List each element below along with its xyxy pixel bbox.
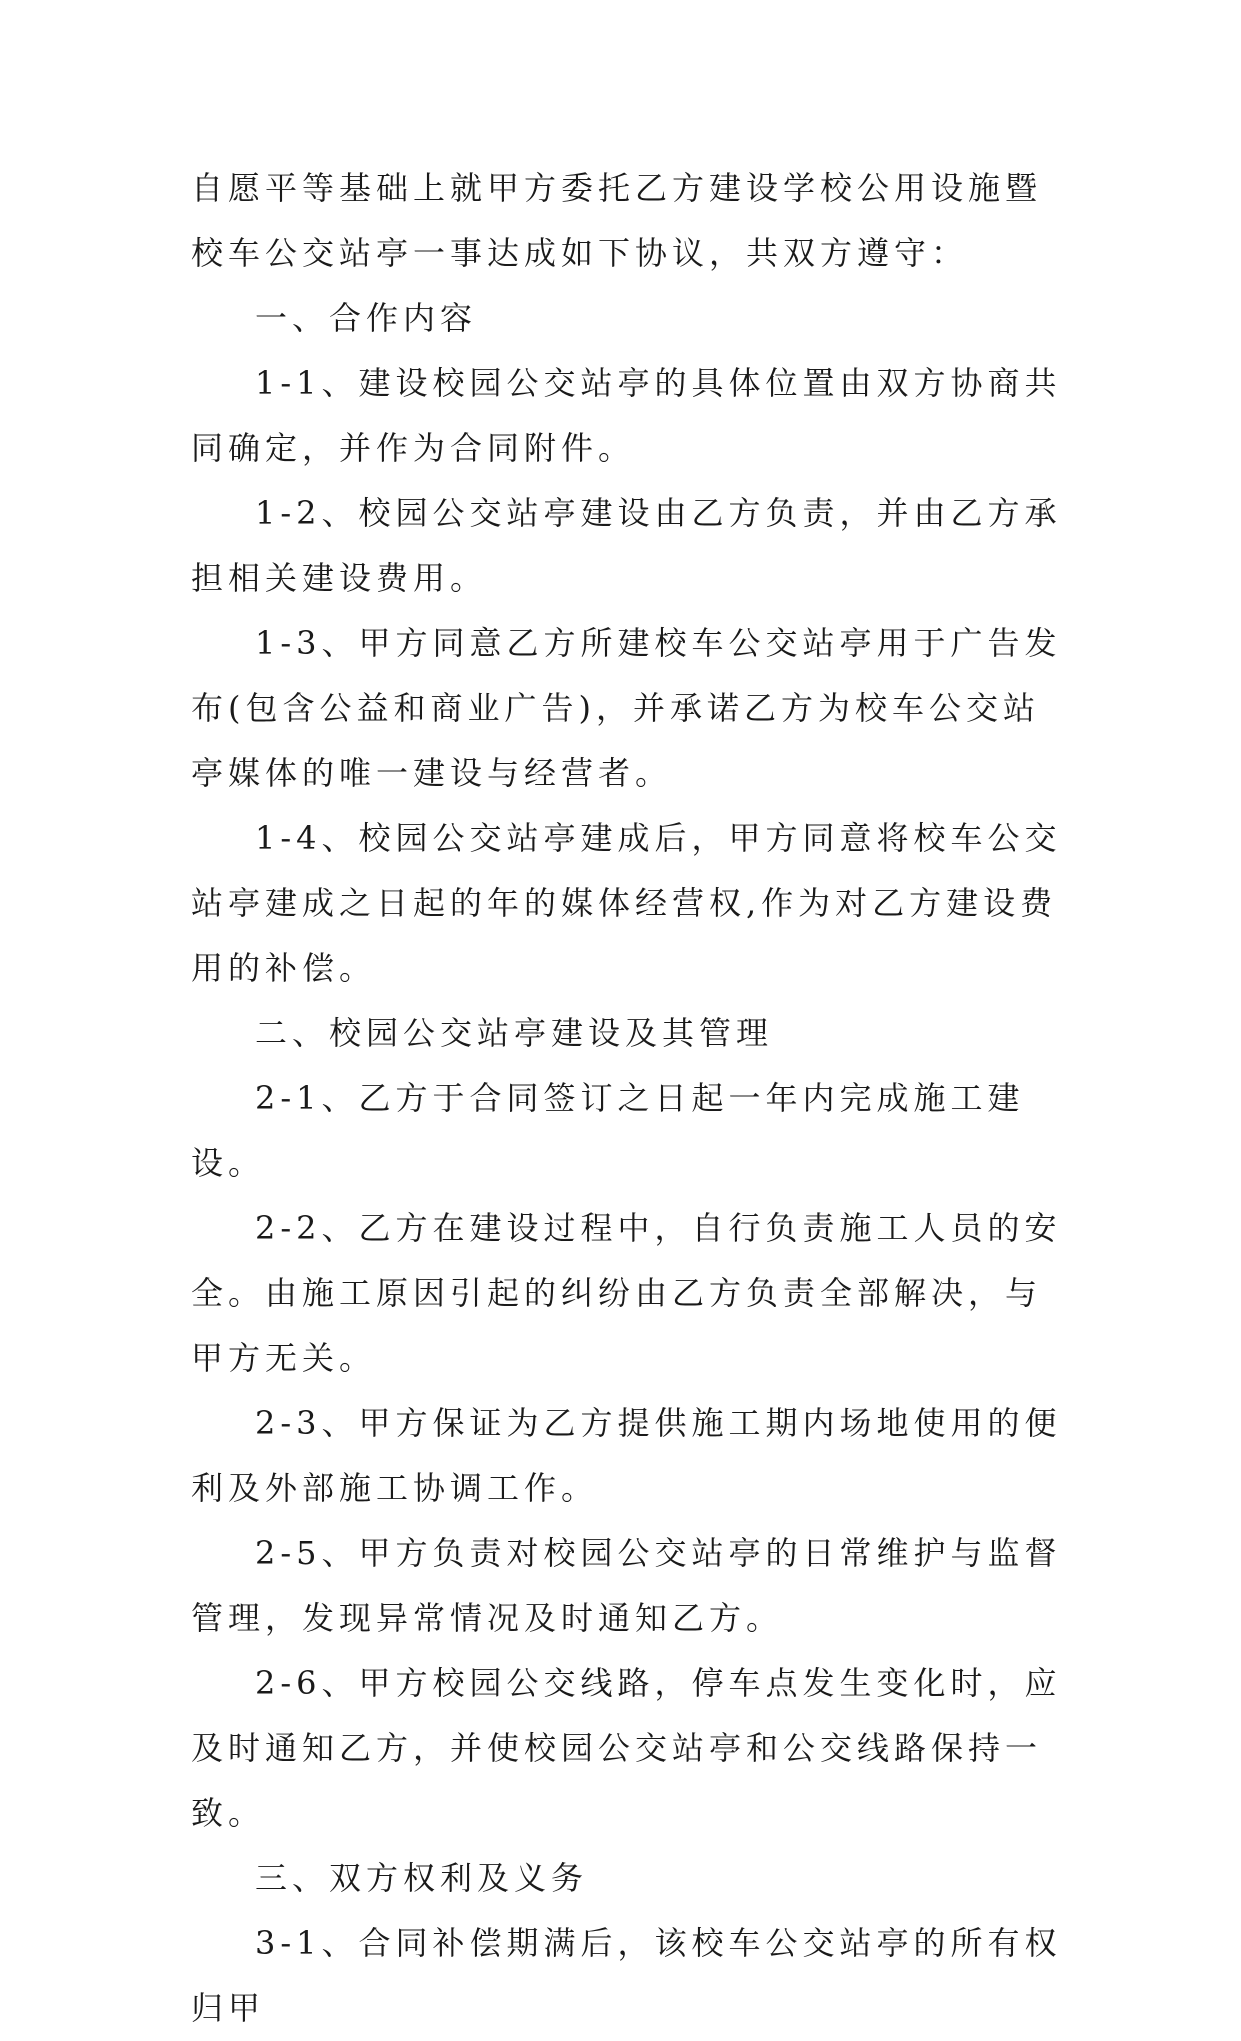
clause-2-1: 2-1、乙方于合同签订之日起一年内完成施工建设。: [191, 1079, 1025, 1182]
section-heading-3: 三、双方权利及义务: [255, 1859, 589, 1897]
clause-3-1: 3-1、合同补偿期满后，该校车公交站亭的所有权归甲: [191, 1924, 1062, 2027]
clause-2-5: 2-5、甲方负责对校园公交站亭的日常维护与监督管理，发现异常情况及时通知乙方。: [191, 1534, 1062, 1637]
clause-1-4: 1-4、校园公交站亭建成后，甲方同意将校车公交站亭建成之日起的年的媒体经营权,作为对乙方建设费用的补偿。: [191, 819, 1062, 987]
clause-1-3: 1-3、甲方同意乙方所建校车公交站亭用于广告发布(包含公益和商业广告)，并承诺乙方为校车公交站亭媒体的唯一建设与经营者。: [191, 624, 1062, 792]
section-heading-2: 二、校园公交站亭建设及其管理: [255, 1014, 774, 1052]
paragraph-intro: 自愿平等基础上就甲方委托乙方建设学校公用设施暨校车公交站亭一事达成如下协议，共双方遵守：: [191, 169, 1043, 272]
clause-2-2: 2-2、乙方在建设过程中，自行负责施工人员的安全。由施工原因引起的纠纷由乙方负责全部解决，与甲方无关。: [191, 1209, 1062, 1377]
document-body: [191, 156, 1071, 2041]
clause-1-2: 1-2、校园公交站亭建设由乙方负责，并由乙方承担相关建设费用。: [191, 494, 1062, 597]
section-heading-1: 一、合作内容: [255, 299, 478, 337]
clause-2-3: 2-3、甲方保证为乙方提供施工期内场地使用的便利及外部施工协调工作。: [191, 1404, 1062, 1507]
clause-1-1: 1-1、建设校园公交站亭的具体位置由双方协商共同确定，并作为合同附件。: [191, 364, 1062, 467]
clause-2-6: 2-6、甲方校园公交线路，停车点发生变化时，应及时通知乙方，并使校园公交站亭和公交线路保持一致。: [191, 1664, 1062, 1832]
